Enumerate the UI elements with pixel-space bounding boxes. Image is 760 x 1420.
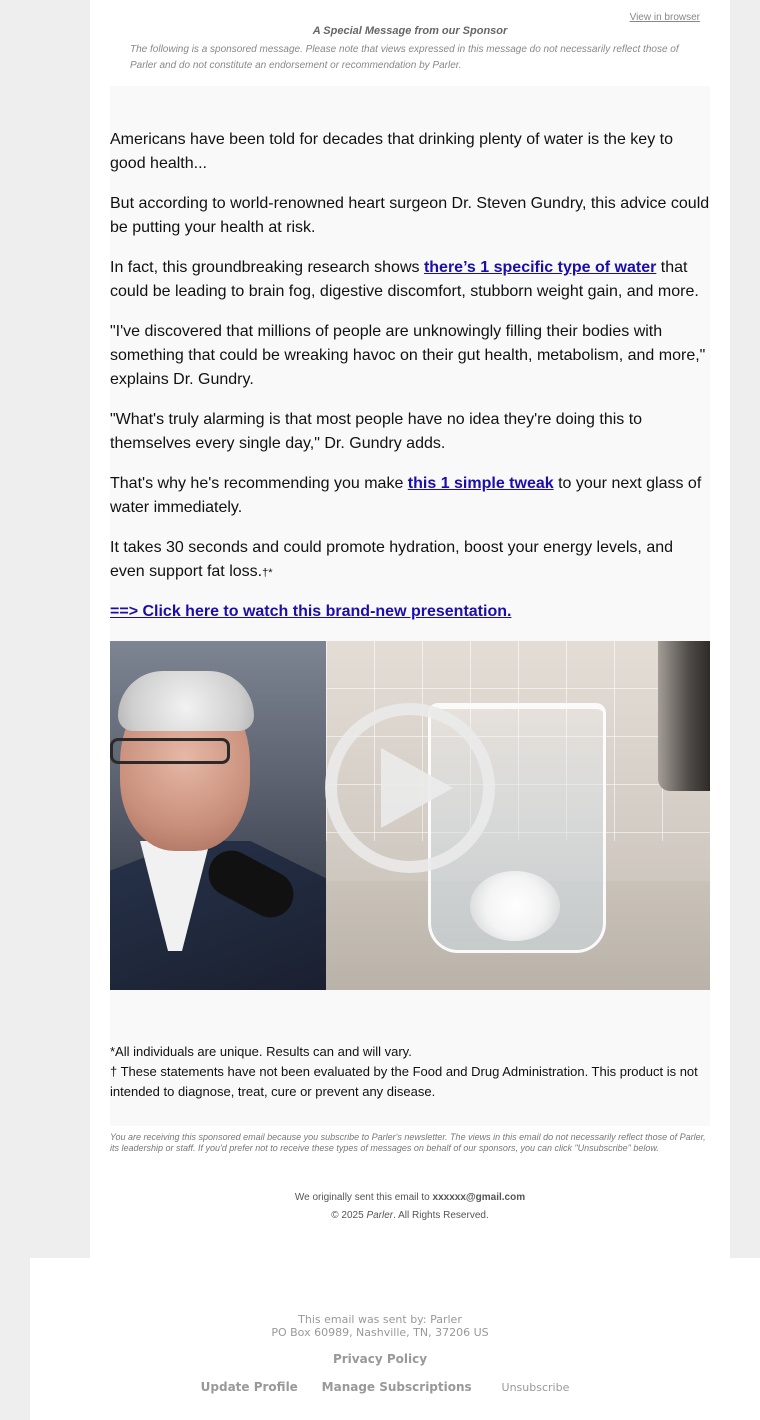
paragraph-tweak: That's why he's recommending you make this 1 simple tweak to your next glass of water immediately. — [110, 475, 702, 516]
fda-disclaimer: † These statements have not been evaluated by the Food and Drug Administration. This product is not intended to diagnose, treat, cure or prevent any disease. — [110, 1064, 698, 1099]
fizzing-tablet — [470, 871, 560, 941]
doctor-glasses — [110, 738, 230, 764]
simple-tweak-link[interactable]: this 1 simple tweak — [407, 475, 554, 492]
update-profile-link[interactable]: Update Profile — [200, 1380, 298, 1394]
sponsor-disclaimer: The following is a sponsored message. Please note that views expressed in this message do not necessarily reflect those of Parler and do not constitute an endorsement or recommendation by Parler. — [130, 44, 679, 71]
paragraph-quote-1: "I've discovered that millions of people are unknowingly filling their bodies with something that could be wreaking havoc on their gut health, metabolism, and more," explains Dr. Gundry. — [110, 323, 706, 388]
subscription-notice: You are receiving this sponsored email because you subscribe to Parler's newsletter. The views in this email do not necessarily reflect those of Parler, its leadership or staff. If you'd prefer not to receive these types of messages on behalf of our sponsors, you can click "Unsubscribe" below. — [110, 1132, 706, 1153]
sent-by-line: This email was sent by: Parler — [298, 1313, 462, 1326]
paragraph-research: In fact, this groundbreaking research shows there’s 1 specific type of water that could be leading to brain fog, digestive discomfort, stubborn weight gain, and more. — [110, 259, 699, 300]
cta-paragraph — [110, 600, 710, 624]
paragraph-surgeon: But according to world-renowned heart surgeon Dr. Steven Gundry, this advice could be putting your health at risk. — [110, 195, 710, 236]
view-in-browser-link[interactable]: View in browser — [629, 12, 700, 23]
copyright: © 2025 Parler. All Rights Reserved. — [331, 1210, 489, 1221]
paragraph-benefits: It takes 30 seconds and could promote hydration, boost your energy levels, and even support fat loss.†* — [110, 539, 674, 580]
unsubscribe-link[interactable]: Unsubscribe — [501, 1381, 570, 1394]
video-thumbnail[interactable] — [110, 641, 710, 990]
watch-presentation-link[interactable]: ==> Click here to watch this brand-new presentation. — [110, 603, 512, 620]
results-disclaimer: *All individuals are unique. Results can and will vary. — [110, 1044, 412, 1059]
footer-links — [0, 1380, 760, 1394]
sponsor-title: A Special Message from our Sponsor — [312, 25, 508, 37]
sender-address: PO Box 60989, Nashville, TN, 37206 US — [271, 1326, 489, 1339]
privacy-policy-link[interactable]: Privacy Policy — [332, 1352, 428, 1366]
recipient-email: xxxxxx@gmail.com — [432, 1192, 526, 1203]
doctor-hair — [118, 671, 254, 731]
specific-water-link[interactable]: there’s 1 specific type of water — [423, 259, 657, 276]
email-footer — [30, 1258, 760, 1420]
sent-to-line: We originally sent this email to xxxxxx@gmail.com — [294, 1192, 526, 1203]
paragraph-intro: Americans have been told for decades that drinking plenty of water is the key to good health... — [110, 131, 673, 172]
paragraph-quote-2: "What's truly alarming is that most people have no idea they're doing this to themselves every single day," Dr. Gundry adds. — [110, 411, 643, 452]
manage-subscriptions-link[interactable]: Manage Subscriptions — [321, 1380, 472, 1394]
sender-info — [0, 1313, 760, 1339]
email-card — [90, 0, 730, 1258]
kettle — [658, 641, 710, 791]
ad-content — [110, 86, 710, 1126]
play-triangle-icon — [381, 748, 453, 828]
